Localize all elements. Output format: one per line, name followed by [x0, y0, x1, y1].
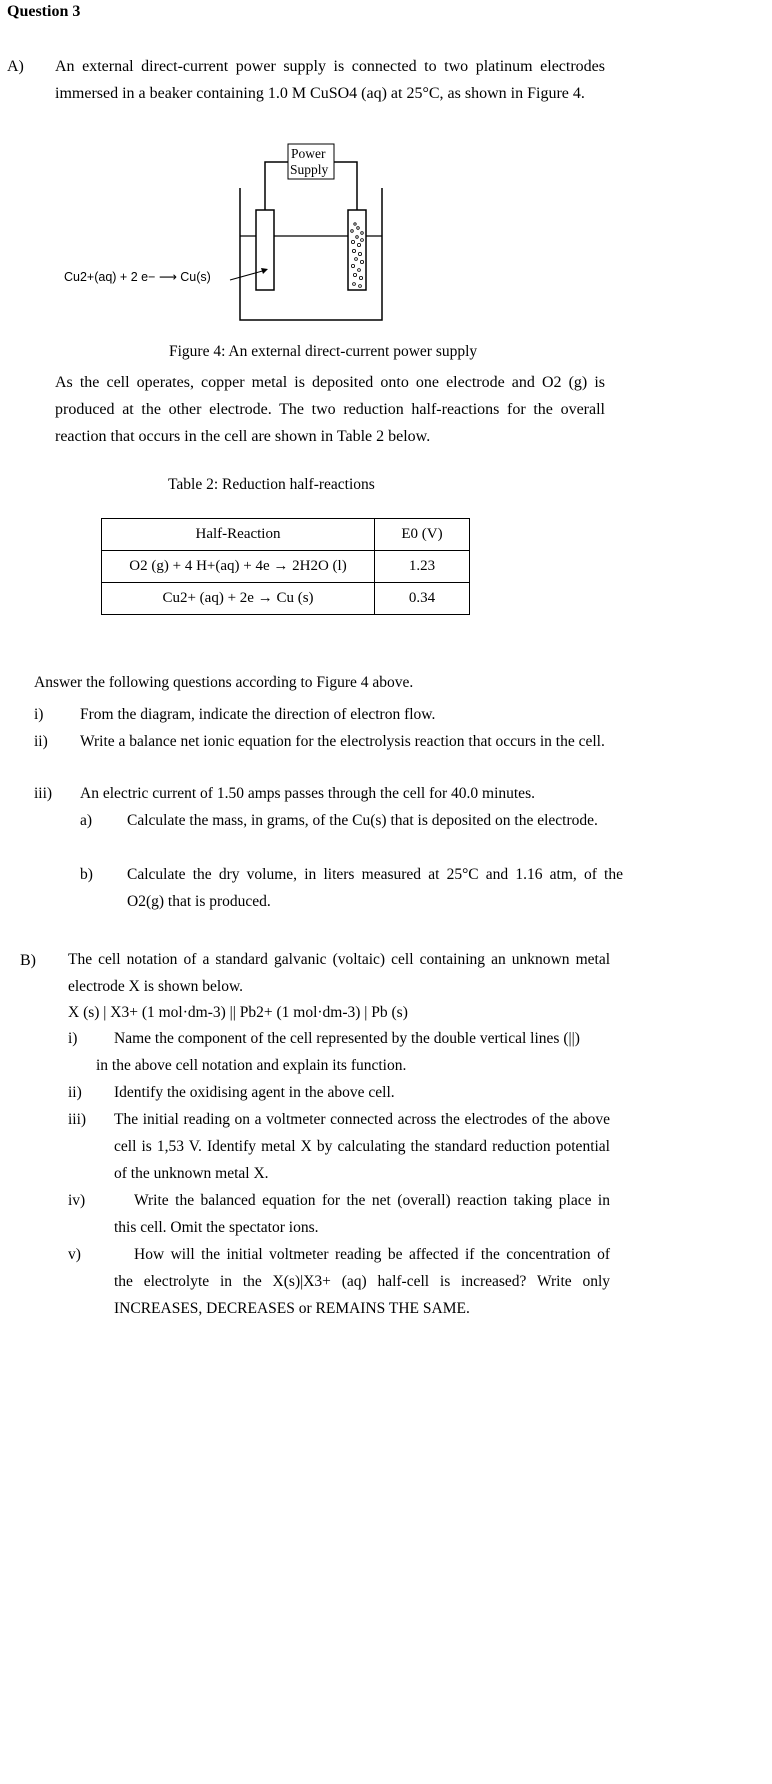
b-question-1-line1: Name the component of the cell represented by the double vertical lines (||) [114, 1030, 580, 1047]
table-header-row [102, 519, 470, 551]
b-question-5-line1: How will the initial voltmeter reading be affected if the concentration of [134, 1246, 610, 1263]
b-question-1-line2: in the above cell notation and explain its function. [96, 1057, 407, 1074]
part-a-para-line1: As the cell operates, copper metal is deposited onto one electrode and O2 (g) is [55, 374, 605, 391]
part-b-label: B) [20, 952, 36, 969]
table-row [102, 551, 470, 583]
b-question-3-line2: cell is 1,53 V. Identify metal X by calculating the standard reduction potential [114, 1138, 610, 1155]
header-potential: E0 (V) [375, 519, 470, 551]
sub-question-number: b) [80, 866, 93, 883]
question-number: iv) [68, 1192, 86, 1209]
part-b-intro-line2: electrode X is shown below. [68, 978, 244, 995]
page-title: Question 3 [7, 3, 81, 20]
part-a-para-line3: reaction that occurs in the cell are shown in Table 2 below. [55, 428, 431, 445]
question-number: iii) [34, 785, 53, 802]
cathode-electrode [256, 210, 274, 290]
sub-question-b-line2: O2(g) that is produced. [127, 893, 271, 910]
question-text: From the diagram, indicate the direction of electron flow. [80, 706, 436, 723]
part-a-intro-line1: An external direct-current power supply is connected to two platinum electrodes [55, 58, 605, 75]
b-question-4-line2: this cell. Omit the spectator ions. [114, 1219, 319, 1236]
potential-cell: 0.34 [375, 583, 470, 615]
b-question-3-line3: of the unknown metal X. [114, 1165, 269, 1182]
b-question-3-line1: The initial reading on a voltmeter connected across the electrodes of the above [114, 1111, 610, 1128]
potential-cell: 1.23 [375, 551, 470, 583]
question-number: i) [34, 706, 44, 723]
reaction-cell: Cu2+ (aq) + 2e → Cu (s) [102, 583, 375, 615]
figure-caption: Figure 4: An external direct-current power supply [169, 343, 478, 360]
sub-question-number: a) [80, 812, 93, 829]
b-question-5-line2: the electrolyte in the X(s)|X3+ (aq) half-cell is increased? Write only [114, 1273, 610, 1290]
part-a-label: A) [7, 58, 24, 75]
question-text: Write a balance net ionic equation for the electrolysis reaction that occurs in the cell. [80, 733, 605, 750]
b-question-2-text: Identify the oxidising agent in the above cell. [114, 1084, 395, 1101]
question-number: i) [68, 1030, 78, 1047]
half-reactions-table [101, 518, 470, 615]
b-question-4-line1: Write the balanced equation for the net (overall) reaction taking place in [134, 1192, 610, 1209]
question-number: v) [68, 1246, 81, 1263]
power-label-1: Power [291, 146, 326, 161]
answer-intro: Answer the following questions according to Figure 4 above. [34, 674, 414, 691]
sub-question-b-line1: Calculate the dry volume, in liters measured at 25°C and 1.16 atm, of the [127, 866, 623, 883]
reaction-cell: O2 (g) + 4 H+(aq) + 4e → 2H2O (l) [102, 551, 375, 583]
sub-question-a-text: Calculate the mass, in grams, of the Cu(s) that is deposited on the electrode. [127, 812, 598, 829]
left-wire [265, 162, 288, 210]
part-a-intro-line2: immersed in a beaker containing 1.0 M CuSO4 (aq) at 25°C, as shown in Figure 4. [55, 85, 585, 102]
right-wire [334, 162, 357, 210]
question-number: ii) [68, 1084, 82, 1101]
part-a-para-line2: produced at the other electrode. The two reduction half-reactions for the overall [55, 401, 605, 418]
cathode-reaction-label: Cu2+(aq) + 2 e− ⟶ Cu(s) [64, 270, 211, 284]
question-text: An electric current of 1.50 amps passes through the cell for 40.0 minutes. [80, 785, 535, 802]
table-caption: Table 2: Reduction half-reactions [168, 476, 375, 493]
question-number: iii) [68, 1111, 87, 1128]
cell-notation: X (s) | X3+ (1 mol·dm-3) || Pb2+ (1 mol·dm-3) | Pb (s) [68, 1004, 408, 1021]
electrolysis-cell-diagram [0, 0, 772, 360]
question-number: ii) [34, 733, 48, 750]
table-row [102, 583, 470, 615]
power-label-2: Supply [290, 162, 329, 177]
header-half-reaction: Half-Reaction [102, 519, 375, 551]
anode-electrode [348, 210, 366, 290]
b-question-5-line3: INCREASES, DECREASES or REMAINS THE SAME. [114, 1300, 470, 1317]
part-b-intro-line1: The cell notation of a standard galvanic (voltaic) cell containing an unknown metal [68, 951, 610, 968]
